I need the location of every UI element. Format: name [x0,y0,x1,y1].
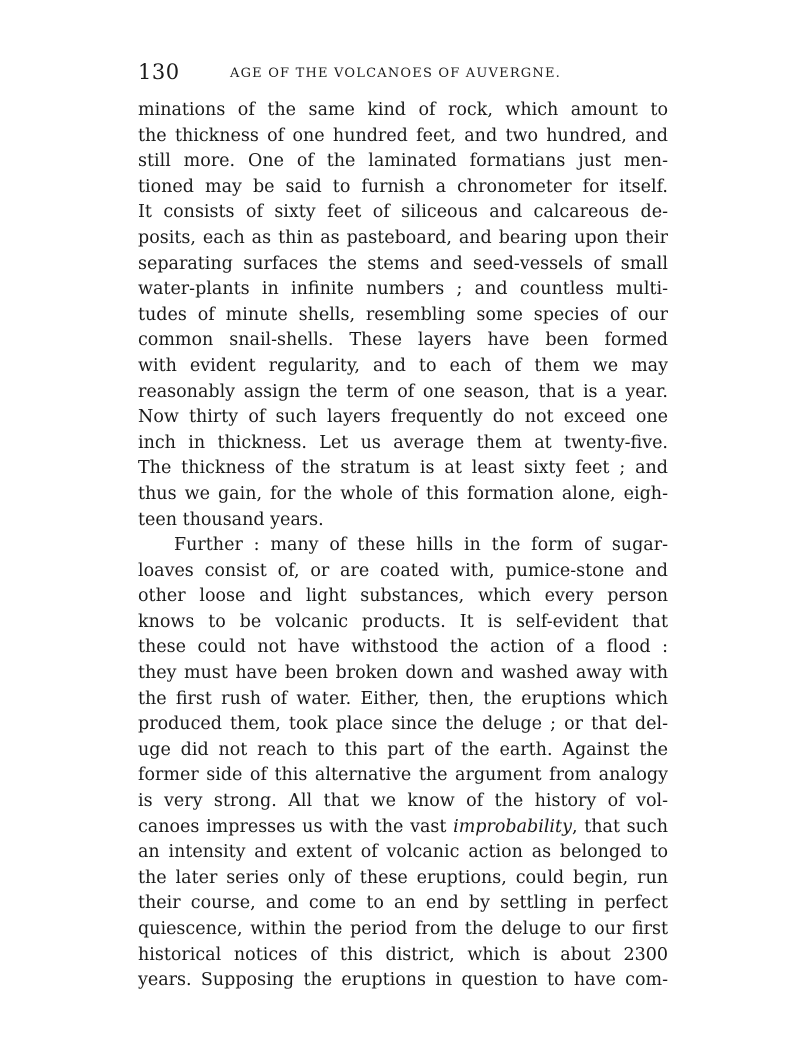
text-line: the first rush of water. Either, then, the eruptions which [138,688,668,709]
text-line: water-plants in infinite numbers ; and countless multi- [138,279,668,300]
text-line: minations of the same kind of rock, which amount to [138,100,668,120]
text-line: tudes of minute shells, resembling some species of our [138,304,668,325]
text-line: produced them, took place since the deluge ; or that del- [138,714,668,735]
running-title: AGE OF THE VOLCANOES OF AUVERGNE. [230,66,561,81]
text-line: still more. One of the laminated formatians just men- [138,151,668,172]
text-line: Further : many of these hills in the form of sugar- [174,535,668,556]
text-line: The thickness of the stratum is at least sixty feet ; and [138,458,668,479]
text-line: their course, and come to an end by settling in perfect [138,893,668,914]
text-line: the thickness of one hundred feet, and two hundred, and [138,125,668,146]
text-line: loaves consist of, or are coated with, pumice-stone and [138,560,668,581]
text-line: tioned may be said to furnish a chronometer for itself. [138,176,668,197]
text-line: posits, each as thin as pasteboard, and bearing upon their [138,227,668,248]
text-segment: , that such [571,816,669,837]
text-line: reasonably assign the term of one season, that is a year. [138,381,668,402]
italic-word: improbability [453,816,572,837]
text-line: thus we gain, for the whole of this formation alone, eigh- [138,483,668,504]
text-line: quiescence, within the period from the deluge to our first [138,919,668,939]
text-line: years. Supposing the eruptions in question to have com- [138,970,668,991]
text-line: is very strong. All that we know of the history of vol- [138,791,668,812]
text-line: the later series only of these eruptions, could begin, run [138,867,668,888]
text-line: with evident regularity, and to each of them we may [138,355,668,376]
text-segment: canoes impresses us with the vast [138,816,454,837]
text-line: uge did not reach to this part of the earth. Against the [138,739,668,760]
text-line: inch in thickness. Let us average them at twenty-five. [138,432,668,453]
text-line: Now thirty of such layers frequently do not exceed one [138,407,668,428]
text-line: these could not have withstood the action of a flood : [138,637,668,658]
text-line: other loose and light substances, which every person [138,586,668,607]
text-line: It consists of sixty feet of siliceous and calcareous de- [138,202,668,223]
text-line: common snail-shells. These layers have been formed [138,330,668,351]
text-line: historical notices of this district, which is about 2300 [138,944,668,965]
body-text [138,98,668,994]
text-line: former side of this alternative the argument from analogy [138,765,668,786]
text-line: knows to be volcanic products. It is self-evident that [138,611,668,632]
text-line: they must have been broken down and washed away with [138,663,668,684]
text-line [138,815,668,841]
text-line: an intensity and extent of volcanic action as belonged to [138,842,668,863]
book-page [138,58,668,994]
text-line: teen thousand years. [138,509,324,530]
text-line: separating surfaces the stems and seed-vessels of small [138,253,668,274]
page-number: 130 [138,60,180,84]
running-head [138,58,668,92]
